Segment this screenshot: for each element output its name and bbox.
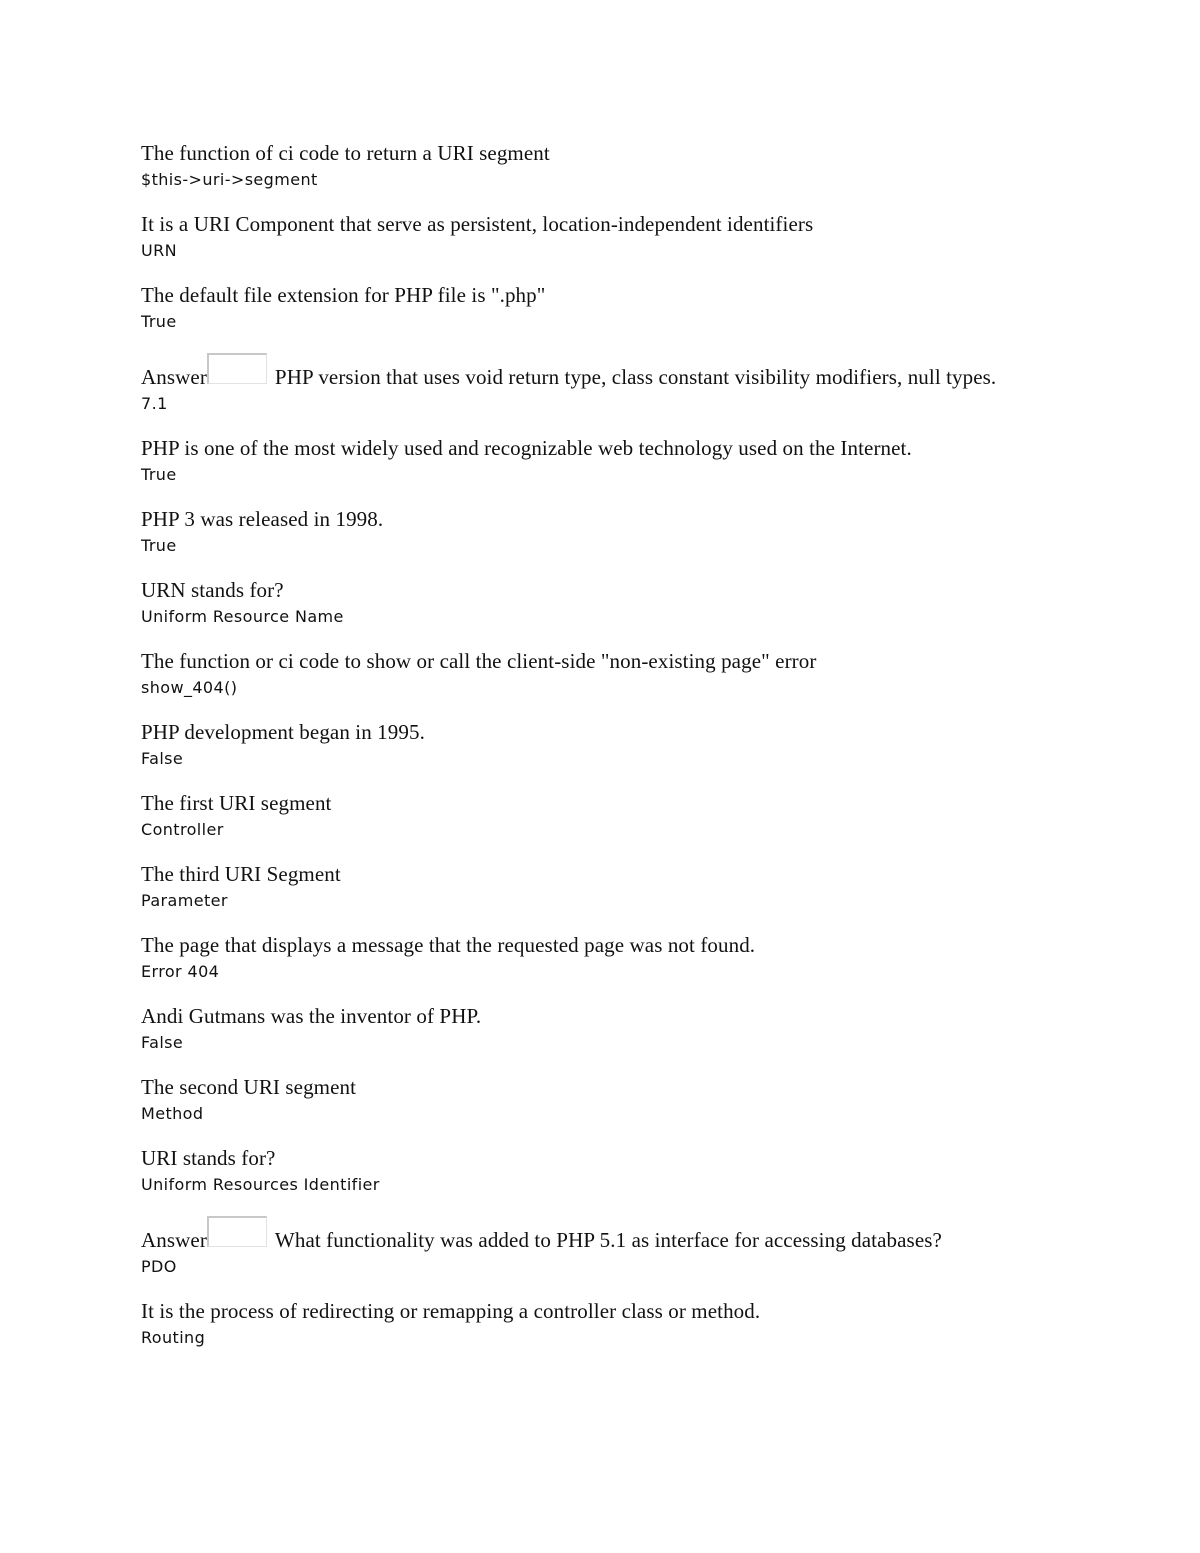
question-text: URI stands for? <box>141 1146 276 1170</box>
answer-text: Parameter <box>141 891 228 910</box>
qa-item <box>141 1074 1041 1127</box>
answer-text: True <box>141 465 177 484</box>
question-text: The third URI Segment <box>141 862 341 886</box>
question-text: Andi Gutmans was the inventor of PHP. <box>141 1004 482 1028</box>
question-text: It is the process of redirecting or remapping a controller class or method. <box>141 1299 761 1323</box>
qa-item <box>141 861 1041 914</box>
answer-blank-box[interactable] <box>207 1216 267 1247</box>
qa-item <box>141 790 1041 843</box>
question-text: The first URI segment <box>141 791 332 815</box>
question-with-blank <box>141 353 1041 391</box>
question-text: What functionality was added to PHP 5.1 as interface for accessing databases? <box>274 1228 942 1252</box>
question-with-blank <box>141 1216 1041 1254</box>
qa-item <box>141 932 1041 985</box>
qa-item <box>141 1216 1041 1280</box>
answer-text: False <box>141 1033 184 1052</box>
question-text: PHP is one of the most widely used and recognizable web technology used on the Internet. <box>141 436 912 460</box>
qa-item <box>141 353 1041 417</box>
answer-text: Routing <box>141 1328 206 1347</box>
question-text: It is a URI Component that serve as persistent, location-independent identifiers <box>141 212 814 236</box>
answer-text: False <box>141 749 184 768</box>
answer-text: Uniform Resources Identifier <box>141 1175 380 1194</box>
qa-item <box>141 648 1041 701</box>
qa-list <box>141 140 1041 1369</box>
question-text: PHP development began in 1995. <box>141 720 425 744</box>
qa-item <box>141 211 1041 264</box>
question-text: The default file extension for PHP file is ".php" <box>141 283 546 307</box>
qa-item <box>141 506 1041 559</box>
answer-text: True <box>141 312 177 331</box>
question-text: The page that displays a message that the requested page was not found. <box>141 933 756 957</box>
question-text: The function or ci code to show or call the client-side "non-existing page" error <box>141 649 817 673</box>
answer-text: 7.1 <box>141 394 168 413</box>
question-text: PHP version that uses void return type, class constant visibility modifiers, null types. <box>274 365 997 389</box>
qa-item <box>141 140 1041 193</box>
answer-text: True <box>141 536 177 555</box>
qa-item <box>141 577 1041 630</box>
question-text: The function of ci code to return a URI segment <box>141 141 550 165</box>
answer-text: PDO <box>141 1257 177 1276</box>
answer-text: Controller <box>141 820 224 839</box>
answer-text: Method <box>141 1104 204 1123</box>
answer-text: show_404() <box>141 678 238 697</box>
qa-item <box>141 1003 1041 1056</box>
answer-text: Uniform Resource Name <box>141 607 344 626</box>
qa-item <box>141 282 1041 335</box>
answer-text: $this->uri->segment <box>141 170 318 189</box>
qa-item <box>141 719 1041 772</box>
qa-item <box>141 1298 1041 1351</box>
question-text: The second URI segment <box>141 1075 357 1099</box>
qa-item <box>141 1145 1041 1198</box>
question-text: PHP 3 was released in 1998. <box>141 507 384 531</box>
answer-text: Error 404 <box>141 962 220 981</box>
answer-blank-box[interactable] <box>207 353 267 384</box>
answer-prefix: Answer <box>141 1228 207 1252</box>
qa-item <box>141 435 1041 488</box>
answer-prefix: Answer <box>141 365 207 389</box>
answer-text: URN <box>141 241 177 260</box>
question-text: URN stands for? <box>141 578 284 602</box>
